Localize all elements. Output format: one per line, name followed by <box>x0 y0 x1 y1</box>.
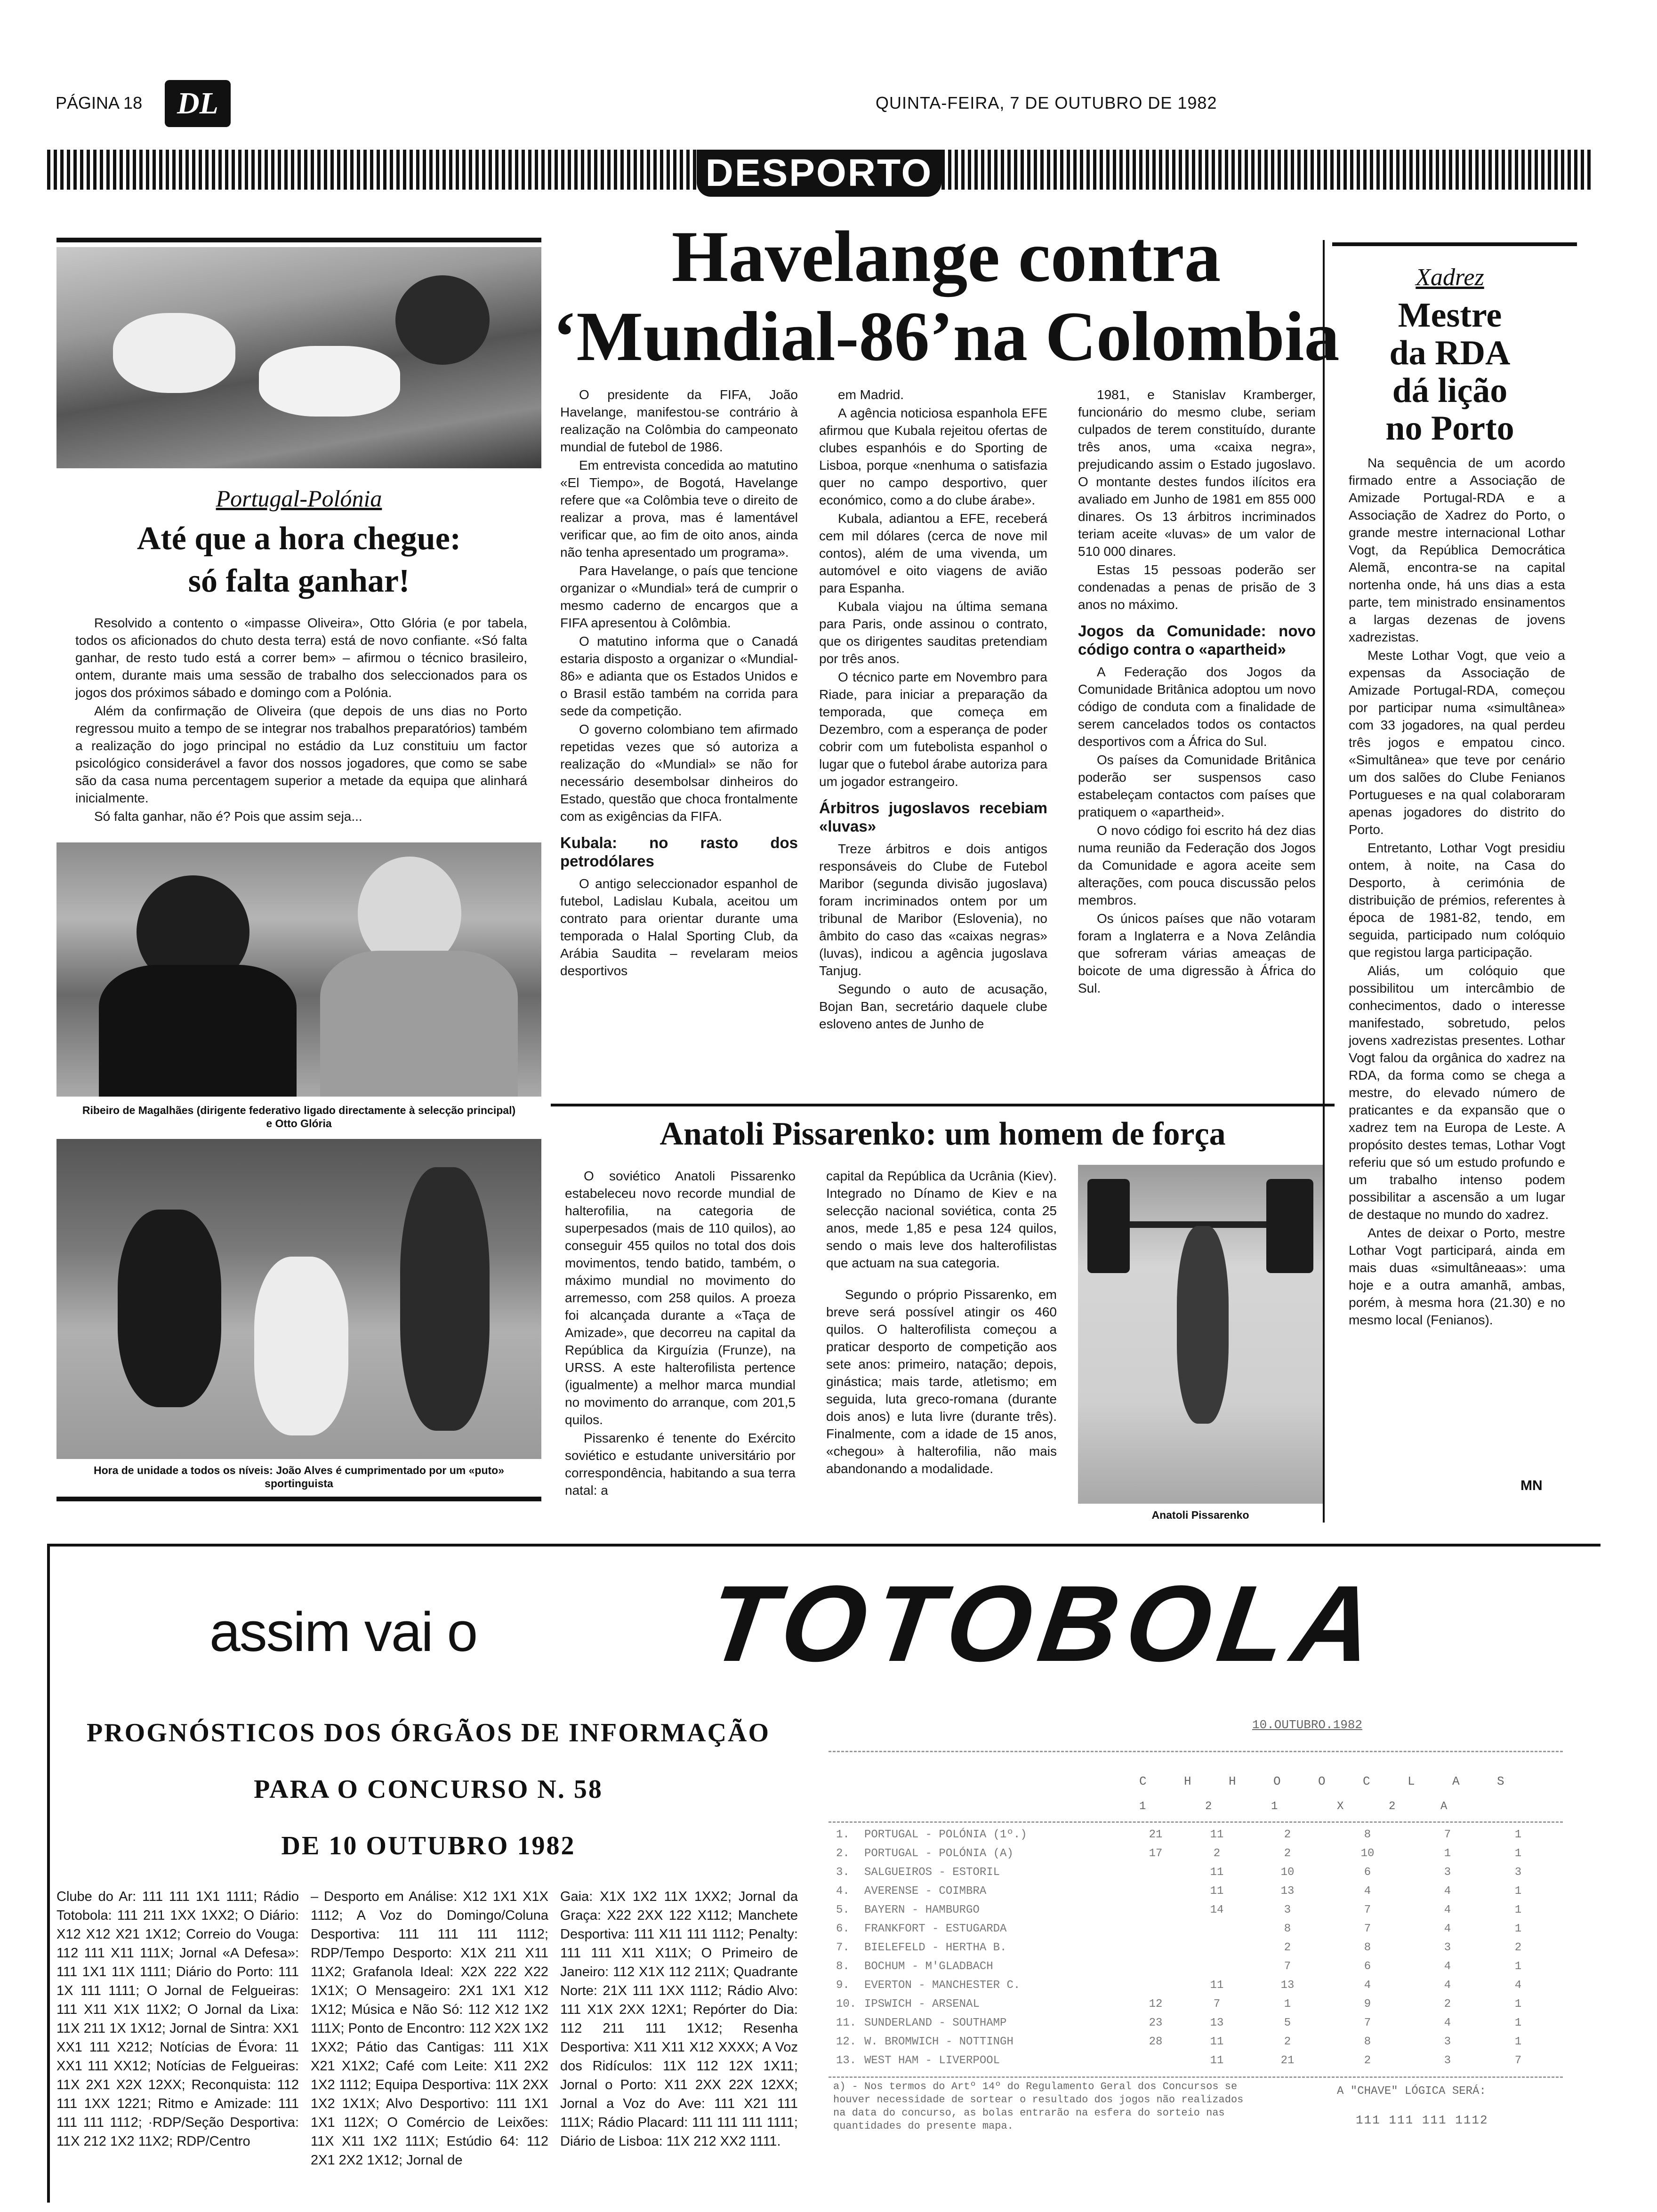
totobola-predictions-1: Clube do Ar: 111 111 1X1 1111; Rádio Totobola: 111 211 1XX 1XX2; O Diário: X12 X12 X21 1X12; Correio do Vouga: 112 111 X11 111X; Jornal «A Defesa»: 111 1X1 11X 1111; Diário do Porto: 111 1X 111 1111; O Jornal de Felgueiras: 111 X11 X1X 11X2; O Jornal da Lixa: 11X 211 1X 1X12; Jornal de Sintra: XX1 XX1 111 X212; Notícias de Évora: 11 XX1 111 XX12; Notícias de Felgueiras: 11X 2X1 X2X 12XX; Reconquista: 112 111 1XX 1221; Ritmo e Amizade: 111 111 111 1112; ·RDP/Seção Desportiva: 11X 212 1X2 11X2; RDP/Centro <box>56 1889 299 2149</box>
section-banner <box>697 150 941 197</box>
table-cell: 8. <box>836 1960 850 1973</box>
main-column-2 <box>819 386 1047 1034</box>
paragraph: A Federação dos Jogos da Comunidade Britânica adoptou um novo código de conduta com a finalidade de serem cancelados todos os contactos desportivos com a África do Sul. <box>1078 665 1316 749</box>
logo-text: DL <box>177 86 218 120</box>
table-cell <box>1125 1882 1186 1900</box>
table-subhead-label: 1 <box>1271 1800 1278 1813</box>
table-cell: 2 <box>1284 2035 1291 2048</box>
table-cell: 1. <box>836 1828 850 1841</box>
table-cell: 6 <box>1364 1866 1371 1879</box>
left-headline-1: Até que a hora chegue: <box>137 521 461 557</box>
table-head-letter: S <box>1497 1774 1506 1788</box>
table-cell: 12. <box>836 2035 857 2048</box>
table-cell: 4 <box>1514 1979 1522 1992</box>
subheading: Kubala: no rasto dos petrodólares <box>560 834 798 870</box>
paragraph: Só falta ganhar, não é? Pois que assim seja... <box>94 809 362 824</box>
totobola-predictions-3: Gaia: X1X 1X2 11X 1XX2; Jornal da Graça: X22 2XX 122 X112; Manchete Desportiva: 111 X11 111 1112; Penalty: 111 111 X11 X11X; O Primeiro de Janeiro: 112 X1X 112 211X; Quadrante Norte: 21X 111 1XX 1112; Rádio Alvo: 111 X1X 2XX 12X1; Repórter do Dia: 112 211 111 1X12; Resenha Desportiva: X11 X11 X12 XXXX; A Voz dos Ridículos: 11X 112 12X 1X11; Jornal o Porto: X11 2XX 22X 12XX; Jornal a Voz do Ave: 111 X21 111 111X; Rádio Placard: 111 111 111 1111; Diário de Lisboa: 11X 212 XX2 1111. <box>560 1889 798 2149</box>
paragraph: Kubala, adiantou a EFE, receberá cem mil dólares (cerca de nove mil contos), além de uma vivenda, um automóvel e oito viagens de avião para Espanha. <box>819 511 1047 595</box>
left-box-bottom-rule <box>56 1497 541 1501</box>
table-mid-dash <box>828 1821 1563 1823</box>
table-cell: 13 <box>1210 2016 1224 2029</box>
table-cell: 21 <box>1149 1828 1163 1841</box>
table-cell: BOCHUM - M'GLADBACH <box>864 1960 993 1973</box>
paragraph: em Madrid. <box>838 387 904 402</box>
table-row <box>833 1995 1549 2013</box>
table-cell: 7 <box>1364 1903 1371 1916</box>
table-cell: 6. <box>836 1922 850 1935</box>
pissarenko-caption: Anatoli Pissarenko <box>1151 1509 1249 1521</box>
paragraph: Os únicos países que não votaram foram a Inglaterra e a Nova Zelândia que sofreram várias ameaças de boicote de uma digressão à África do Sul. <box>1078 911 1316 995</box>
paragraph: Para Havelange, o país que tencione organizar o «Mundial» terá de cumprir o mesmo caderno de encargos que a FIFA apresentou à Colômbia. <box>560 563 798 630</box>
paragraph: O matutino informa que o Canadá estaria disposto a organizar o «Mundial-86» e adianta que os Estados Unidos e o Brasil estão também na corrida para sede da competição. <box>560 634 798 718</box>
chess-headline-1: Mestre <box>1398 296 1502 335</box>
table-cell: 7. <box>836 1941 850 1954</box>
table-cell: 10 <box>1280 1866 1295 1879</box>
paragraph: Kubala viajou na última semana para Paris, onde assinou o contrato, que os dirigentes sauditas pretendiam por três anos. <box>819 599 1047 666</box>
table-cell: 5 <box>1284 2016 1291 2029</box>
totobola-left-rule <box>47 1544 50 2203</box>
paragraph: O antigo seleccionador espanhol de futebol, Ladislau Kubala, aceitou um contrato para orientar durante uma temporada o Halal Sporting Club, da Arábia Saudita – revelaram meios desportivos <box>560 876 798 978</box>
table-cell <box>1125 1938 1186 1957</box>
page-date: QUINTA-FEIRA, 7 DE OUTUBRO DE 1982 <box>876 93 1217 112</box>
photo-detail <box>400 1167 490 1431</box>
subheading: Jogos da Comunidade: novo código contra o «apartheid» <box>1078 622 1316 658</box>
table-top-dash <box>828 1751 1563 1752</box>
paragraph: Treze árbitros e dois antigos responsáveis do Clube de Futebol Maribor (segunda divisão jugoslava) foram incriminados ontem por um tribunal de Maribor (Eslovenia), no âmbito do caso das «caixas negras» (luvas), indicou a agência jugoslava Tanjug. <box>819 842 1047 978</box>
table-cell <box>1125 2051 1186 2070</box>
paragraph: A agência noticiosa espanhola EFE afirmou que Kubala rejeitou ofertas de clubes espanhóis e do Sporting de Lisboa, porque «nenhuma o satisfazia quer no campo desportivo, quer económico, como a do clube árabe». <box>819 406 1047 507</box>
barbell-plate-left <box>1087 1179 1130 1273</box>
table-row <box>833 1919 1549 1938</box>
table-head-letter: C <box>1363 1774 1372 1788</box>
table-cell: 21 <box>1280 2054 1295 2067</box>
table-row <box>833 1825 1549 1844</box>
table-row <box>833 1957 1549 1976</box>
table-cell: 17 <box>1149 1847 1163 1860</box>
table-row <box>833 1882 1549 1900</box>
table-row <box>833 2013 1549 2032</box>
table-cell: 8 <box>1284 1922 1291 1935</box>
section-title: DESPORTO <box>705 152 933 194</box>
table-head-letter: O <box>1273 1774 1283 1788</box>
table-row <box>833 2051 1549 2070</box>
paragraph: Meste Lothar Vogt, que veio a expensas da Associação de Amizade Portugal-RDA, começou por participar numa «simultânea» com 33 jogadores, na qual perdeu três jogos e empatou cinco. «Simultânea» que teve por cenário um dos salões do Clube Fenianos Portugueses e na qual colaboraram apenas jogadores do distrito do Porto. <box>1349 648 1565 837</box>
paragraph: Segundo o próprio Pissarenko, em breve será possível atingir os 460 quilos. O halterofilista começou a praticar desporto de competição aos sete anos: primeiro, natação; depois, ginástica; mais tarde, atletismo; em seguida, luta greco-romana (durante dois anos) e luta livre (durante três). Finalmente, com a idade de 15 anos, «chegou» à halterofilia, não mais abandonando a modalidade. <box>826 1287 1057 1476</box>
table-cell: 1 <box>1514 2035 1522 2048</box>
photo-detail <box>113 313 235 393</box>
table-cell: 2. <box>836 1847 850 1860</box>
main-column-1 <box>560 386 798 980</box>
table-cell: 4 <box>1444 1903 1451 1916</box>
left-headline-2: só falta ganhar! <box>188 563 410 599</box>
table-cell: SALGUEIROS - ESTORIL <box>864 1866 1000 1879</box>
table-cell: PORTUGAL - POLÓNIA (1º.) <box>864 1828 1027 1841</box>
table-cell: 9. <box>836 1979 850 1992</box>
table-cell: 13 <box>1280 1884 1295 1898</box>
table-row <box>833 2032 1549 2051</box>
pissarenko-column-2 <box>826 1167 1057 1478</box>
table-cell: 1 <box>1514 2016 1522 2029</box>
table-cell: 11. <box>836 2016 857 2029</box>
table-cell: SUNDERLAND - SOUTHAMP <box>864 2016 1007 2029</box>
lifter-body <box>1177 1226 1229 1424</box>
table-cell: 1 <box>1514 1828 1522 1841</box>
section-hatch-right <box>941 150 1591 190</box>
table-cell: FRANKFORT - ESTUGARDA <box>864 1922 1007 1935</box>
table-cell: 7 <box>1364 1922 1371 1935</box>
table-cell: 11 <box>1210 2054 1224 2067</box>
table-cell: 7 <box>1364 2016 1371 2029</box>
chess-headline-2: da RDA <box>1389 334 1511 372</box>
table-cell <box>1186 1919 1247 1938</box>
table-cell: 7 <box>1444 1828 1451 1841</box>
key-value: 111 111 111 1112 <box>1356 2113 1488 2127</box>
table-head-letter: A <box>1452 1774 1462 1788</box>
table-cell: 8 <box>1364 2035 1371 2048</box>
table-cell: IPSWICH - ARSENAL <box>864 1997 980 2011</box>
photo-detail <box>254 1257 348 1435</box>
right-box-top-rule <box>1332 242 1577 246</box>
totobola-line-1: PROGNÓSTICOS DOS ÓRGÃOS DE INFORMAÇÃO <box>86 1718 771 1747</box>
photo-training-players <box>56 247 541 468</box>
table-cell: 3 <box>1444 1866 1451 1879</box>
paragraph: Na sequência de um acordo firmado entre a Associação de Amizade Portugal-RDA e a Associação de Xadrez do Porto, o grande mestre internacional Lothar Vogt, da República Democrática Alemã, encontra-se na capital nortenha onde, há uns dias a esta parte, tem ministrado ensinamentos a largas dezenas de jovens xadrezistas. <box>1349 456 1565 644</box>
photo-detail <box>320 951 518 1097</box>
table-cell: 7 <box>1514 2054 1522 2067</box>
table-cell: 4 <box>1364 1884 1371 1898</box>
table-cell: 1 <box>1514 1997 1522 2011</box>
table-cell: 2 <box>1284 1828 1291 1841</box>
totobola-predictions-2: – Desporto em Análise: X12 1X1 X1X 1112; A Voz do Domingo/Coluna Desportiva: 111 111 111 1112; RDP/Tempo Desporto: X1X 211 X11 11X2; Grafanola Ideal: X2X 222 X22 1X1X; O Mensageiro: 2X1 1X1 X12 1X12; Música e Não Só: 112 X12 1X2 111X; Ponto de Encontro: 112 X2X 1X2 1XX2; Pátio das Cantigas: 111 X1X X21 X1X2; Café com Leite: X11 2X2 1X2 1112; Equipa Desportiva: 11X 2XX 1X2 1X1X; Alvo Desportivo: 111 1X1 1X1 112X; O Comércio de Leixões: 11X X11 1X2 111X; Estúdio 64: 112 2X1 2X2 1X12; Jornal de <box>311 1889 548 2168</box>
table-cell: 10. <box>836 1997 857 2011</box>
paragraph: Segundo o auto de acusação, Bojan Ban, secretário daquele clube esloveno antes de Junho de <box>819 982 1047 1031</box>
table-cell: 3. <box>836 1866 850 1879</box>
table-cell: 11 <box>1210 1884 1224 1898</box>
photo-ribeiro-otto-gloria <box>56 842 541 1097</box>
paragraph: O soviético Anatoli Pissarenko estabeleceu novo recorde mundial de halterofilia, na categoria de superpesados (mais de 110 quilos), ao conseguir 455 quilos no total dos dois movimentos, tendo batido, também, o máximo mundial no movimento do arremesso, com 258 quilos. A proeza foi alcançada durante a «Taça de Amizade», que decorreu na capital da República da Kirguízia (Frunze), na URSS. A este halterofilista pertence (igualmente) a melhor marca mundial no movimento do arranque, com 201,5 quilos. <box>565 1169 796 1427</box>
table-cell: EVERTON - MANCHESTER C. <box>864 1979 1021 1992</box>
key-label: A "CHAVE" LÓGICA SERÁ: <box>1337 2085 1486 2098</box>
photo-weightlifter <box>1078 1165 1323 1504</box>
table-cell: PORTUGAL - POLÓNIA (A) <box>864 1847 1014 1860</box>
chess-signature: MN <box>1520 1478 1543 1493</box>
pissarenko-column-1 <box>565 1167 796 1500</box>
photo-detail <box>395 275 490 365</box>
table-row <box>833 1844 1549 1863</box>
table-subhead-label: 1 <box>1139 1800 1146 1813</box>
table-cell: 2 <box>1364 2054 1371 2067</box>
left-box-top-rule <box>56 238 541 242</box>
chess-article <box>1349 454 1565 1330</box>
table-cell: 3 <box>1444 2054 1451 2067</box>
photo-detail <box>259 346 400 417</box>
table-head-letter: O <box>1318 1774 1327 1788</box>
pissarenko-headline: Anatoli Pissarenko: um homem de força <box>660 1116 1226 1152</box>
table-cell: 12 <box>1149 1997 1163 2011</box>
table-date: 10.OUTUBRO.1982 <box>1252 1718 1363 1732</box>
table-cell: 1 <box>1514 1847 1522 1860</box>
table-subhead-label: A <box>1440 1800 1448 1813</box>
table-cell: 7 <box>1284 1960 1291 1973</box>
paragraph: Entretanto, Lothar Vogt presidiu ontem, à noite, na Casa do Desporto, à cerimónia de distribuição de prémios, referentes à época de 1981-82, tendo, em seguida, participado num colóquio que registou larga participação. <box>1349 841 1565 960</box>
table-row <box>833 1938 1549 1957</box>
left-kicker: Portugal-Polónia <box>216 485 382 512</box>
table-cell: 1 <box>1514 1922 1522 1935</box>
table-cell <box>1125 1976 1186 1995</box>
paragraph: Em entrevista concedida ao matutino «El Tiempo», de Bogotá, Havelange refere que «a Colômbia teve o direito de realizar a prova, mas é lamentável verificar que, ao fim de oito anos, ainda não tenha apresentado um programa». <box>560 458 798 560</box>
table-head-letter: H <box>1184 1774 1193 1788</box>
table-cell: 4 <box>1444 1884 1451 1898</box>
table-head-letter: H <box>1229 1774 1238 1788</box>
left-article <box>75 614 527 826</box>
table-cell: 8 <box>1364 1941 1371 1954</box>
table-cell <box>1125 1919 1186 1938</box>
barbell-plate-right <box>1266 1179 1313 1273</box>
totobola-line-3: DE 10 OUTUBRO 1982 <box>281 1831 576 1860</box>
table-cell: 2 <box>1444 1997 1451 2011</box>
paragraph: Resolvido a contento o «impasse Oliveira», Otto Glória (e por tabela, todos os aficionados do chuto desta terra) está de novo confiante. «Só falta ganhar, de resto tudo está a correr bem» – afirmou o técnico brasileiro, ontem, durante mais uma sessão de trabalho dos seleccionados para os jogos dos próximos sábado e domingo com a Polónia. <box>75 616 527 700</box>
table-cell: 2 <box>1284 1941 1291 1954</box>
subheading: Árbitros jugoslavos recebiam «luvas» <box>819 799 1047 835</box>
table-cell: 2 <box>1284 1847 1291 1860</box>
table-cell: 4 <box>1444 1979 1451 1992</box>
table-row <box>833 1900 1549 1919</box>
paragraph: Pissarenko é tenente do Exército soviético e estudante universitário por correspondência, habitando a sua terra natal: a <box>565 1431 796 1498</box>
main-headline-2: ‘Mundial-86’na Colombia <box>553 297 1340 376</box>
results-table <box>833 1825 1549 2070</box>
table-bottom-dash <box>828 2076 1563 2078</box>
table-cell: 28 <box>1149 2035 1163 2048</box>
table-cell <box>1125 1900 1186 1919</box>
photo-detail <box>99 965 297 1097</box>
newspaper-logo <box>165 80 231 127</box>
table-cell: W. BROMWICH - NOTTINGH <box>864 2035 1014 2048</box>
table-cell: 1 <box>1514 1903 1522 1916</box>
table-cell: 23 <box>1149 2016 1163 2029</box>
page-number: PÁGINA 18 <box>56 93 143 112</box>
paragraph: Aliás, um colóquio que possibilitou um intercâmbio de conhecimentos, dado o interesse manifestado, sobretudo, pelos jovens xadrezistas presentes. Lothar Vogt falou da orgânica do xadrez na RDA, da forma como se chega a mestre, do elevado número de praticantes e da expansão que o xadrez tem na Europa de Leste. A propósito destes temas, Lothar Vogt referiu que só um estudo profundo e um trabalho intenso podem possibilitar a ascensão a um lugar de destaque no mundo do xadrez. <box>1349 963 1565 1222</box>
table-cell: 1 <box>1514 1960 1522 1973</box>
table-cell: 4 <box>1364 1979 1371 1992</box>
paragraph: Os países da Comunidade Britânica poderão ser suspensos caso estabeleçam contactos com países que pratiquem o «apartheid». <box>1078 753 1316 819</box>
table-cell: 13 <box>1280 1979 1295 1992</box>
table-subhead <box>1139 1800 1563 1813</box>
paragraph: 1981, e Stanislav Kramberger, funcionário do mesmo clube, seriam culpados de terem constituído, durante três anos, uma «caixa negra», prejudicando assim o Estado jugoslavo. O montante destes fundos ilícitos era avaliado em Junho de 1981 em 855 000 dinares. Os 13 árbitros incriminados teriam aceite «luvas» de um valor de 510 000 dinares. <box>1078 387 1316 559</box>
totobola-title: TOTOBOLA <box>700 1563 1390 1684</box>
table-head <box>1139 1774 1563 1788</box>
paragraph: O técnico parte em Novembro para Riade, para iniciar a preparação da temporada, que começa em Dezembro, com a esperança de poder cobrir com um futebolista espanhol o lugar que o futebol árabe autoriza para um jogador estrangeiro. <box>819 670 1047 789</box>
table-cell: 4 <box>1444 1922 1451 1935</box>
table-cell <box>1125 1863 1186 1882</box>
table-cell: 10 <box>1360 1847 1375 1860</box>
table-cell: 7 <box>1213 1997 1221 2011</box>
table-subhead-label: X <box>1337 1800 1344 1813</box>
table-cell: 11 <box>1210 1979 1224 1992</box>
chess-headline-3: dá lição <box>1392 371 1508 410</box>
table-cell: 8 <box>1364 1828 1371 1841</box>
table-cell: BAYERN - HAMBURGO <box>864 1903 980 1916</box>
table-cell: 2 <box>1514 1941 1522 1954</box>
table-cell: 3 <box>1284 1903 1291 1916</box>
section-hatch-left <box>47 150 697 190</box>
paragraph: Além da confirmação de Oliveira (que depois de uns dias no Porto regressou muito a tempo de se integrar nos trabalhos preparatórios) também a realização do jogo principal no estádio da Luz constituiu um factor psicológico considerável a favor dos nossos jogadores, que como se sabe são da casa numa percentagem superior a metade da equipa que alinhará inicialmente. <box>75 704 527 805</box>
main-headline-1: Havelange contra <box>671 216 1221 297</box>
table-cell: 11 <box>1210 1828 1224 1841</box>
table-row <box>833 1976 1549 1995</box>
main-column-3 <box>1078 386 1316 998</box>
paragraph: Antes de deixar o Porto, mestre Lothar Vogt participará, ainda em mais duas «simultâneaas»: uma hoje e a outra amanhã, ambas, porém, à mesma hora (21.30) e no mesmo local (Fenianos). <box>1349 1226 1565 1327</box>
table-cell: 1 <box>1284 1997 1291 2011</box>
table-cell: 1 <box>1444 1847 1451 1860</box>
table-cell: 3 <box>1444 1941 1451 1954</box>
table-cell: 6 <box>1364 1960 1371 1973</box>
table-subhead-label: 2 <box>1205 1800 1212 1813</box>
photo-caption-2: Hora de unidade a todos os níveis: João Alves é cumprimentado por um «puto» sportinguista <box>93 1464 505 1490</box>
table-head-letter: C <box>1139 1774 1149 1788</box>
table-cell: 3 <box>1514 1866 1522 1879</box>
chess-kicker: Xadrez <box>1416 264 1484 291</box>
table-cell <box>1125 1957 1186 1976</box>
table-cell: 11 <box>1210 2035 1224 2048</box>
paragraph: O governo colombiano tem afirmado repetidas vezes que só autoriza a realização do «Mundial» se não for necessário desembolsar dinheiros do Estado, questão que choca frontalmente com as exigências da FIFA. <box>560 722 798 824</box>
photo-caption-1: Ribeiro de Magalhães (dirigente federativo ligado directamente à selecção principal) e Otto Glória <box>82 1104 516 1130</box>
photo-joao-alves <box>56 1139 541 1459</box>
table-cell: 5. <box>836 1903 850 1916</box>
table-cell: 1 <box>1514 1884 1522 1898</box>
table-cell: AVERENSE - COIMBRA <box>864 1884 987 1898</box>
paragraph: Estas 15 pessoas poderão ser condenadas a penas de prisão de 3 anos no máximo. <box>1078 562 1316 612</box>
table-cell: 2 <box>1213 1847 1221 1860</box>
totobola-top-rule <box>47 1544 1601 1547</box>
main-divider <box>551 1104 1335 1106</box>
table-cell: 11 <box>1210 1866 1224 1879</box>
table-subhead-label: 2 <box>1389 1800 1396 1813</box>
totobola-prefix: assim vai o <box>209 1601 477 1663</box>
paragraph: O novo código foi escrito há dez dias numa reunião da Federação dos Jogos da Comunidade e agora aceite sem alterações, com pouca discussão pelos membros. <box>1078 823 1316 907</box>
paragraph: O presidente da FIFA, João Havelange, manifestou-se contrário à realização na Colômbia do campeonato mundial de futebol de 1986. <box>560 387 798 454</box>
table-cell: BIELEFELD - HERTHA B. <box>864 1941 1007 1954</box>
table-cell: 3 <box>1444 2035 1451 2048</box>
table-cell: 4. <box>836 1884 850 1898</box>
table-footnote: a) - Nos termos do Artº 14º do Regulamento Geral dos Concursos se houver necessidade de sortear o resultado dos jogos não realizados na data do concurso, as bolas entrarão na esfera do sorteio nas quantidades do presente mapa. <box>833 2081 1244 2132</box>
table-head-letter: L <box>1408 1774 1417 1788</box>
table-cell <box>1186 1938 1247 1957</box>
table-cell: 13. <box>836 2054 857 2067</box>
table-cell: WEST HAM - LIVERPOOL <box>864 2054 1000 2067</box>
chess-headline-4: no Porto <box>1385 409 1514 448</box>
photo-detail <box>118 1210 221 1407</box>
paragraph: capital da República da Ucrânia (Kiev). Integrado no Dínamo de Kiev e na selecção nacional soviética, conta 25 anos, mede 1,85 e pesa 124 quilos, sendo o mais leve dos halterofilistas que actuam na sua categoria. <box>826 1169 1057 1270</box>
table-cell <box>1186 1957 1247 1976</box>
table-row <box>833 1863 1549 1882</box>
table-cell: 4 <box>1444 1960 1451 1973</box>
totobola-line-2: PARA O CONCURSO N. 58 <box>254 1775 603 1804</box>
table-cell: 4 <box>1444 2016 1451 2029</box>
table-cell: 9 <box>1364 1997 1371 2011</box>
results-table-wrap <box>833 1825 1558 2070</box>
table-cell: 14 <box>1210 1903 1224 1916</box>
